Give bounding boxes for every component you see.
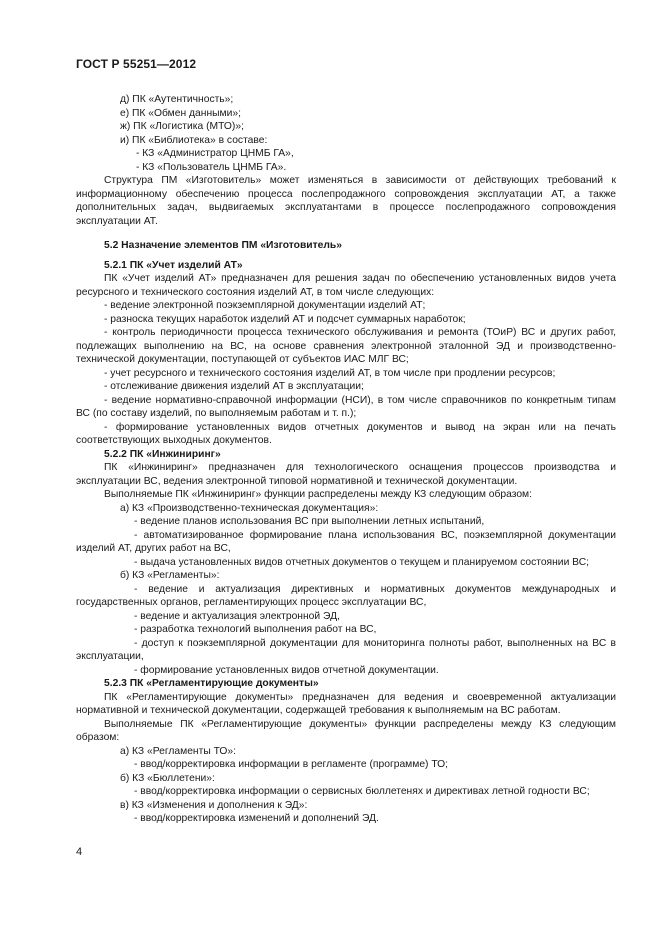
list-subitem: - ввод/корректировка изменений и дополнений ЭД.: [134, 813, 379, 824]
list-subitem: - ведение планов использования ВС при выполнении летных испытаний,: [134, 516, 485, 527]
list-item: в) КЗ «Изменения и дополнения к ЭД»:: [120, 799, 308, 811]
list-subitem: - ведение и актуализация электронной ЭД,: [134, 610, 340, 622]
list-subitem: - ввод/корректировка информации в регламенте (программе) ТО;: [134, 759, 449, 770]
list-item: - контроль периодичности процесса технического обслуживания и ремонта (ТОиР) ВС и других работ, подлежащих выполнению на ВС, на основе сравнения электронной эталонной ЭД и производственно-технической документации, поступающей от субъектов ИАС МЛГ ВС;: [76, 327, 616, 365]
list-item: б) КЗ «Регламенты»:: [120, 570, 220, 581]
subsection-heading: 5.2.2 ПК «Инжиниринг»: [104, 448, 221, 460]
paragraph: ПК «Учет изделий АТ» предназначен для решения задач по обеспечению установленных видов учета ресурсного и технического состояния изделий АТ, в том числе следующих:: [76, 273, 616, 298]
page-number: 4: [76, 846, 83, 858]
section-heading: 5.2 Назначение элементов ПМ «Изготовитель»: [104, 240, 342, 251]
list-subitem: - ведение и актуализация директивных и нормативных документов международных и государственных органов, регламентирующих процесс эксплуатации ВС,: [76, 583, 616, 608]
list-subitem: - КЗ «Администратор ЦНМБ ГА»,: [136, 148, 294, 159]
page-body: [76, 93, 616, 826]
paragraph: ПК «Инжиниринг» предназначен для технологического оснащения процессов производства и эксплуатации ВС, ведения электронной типовой нормативной и технической документации.: [76, 462, 616, 487]
list-subitem: - автоматизированное формирование плана использования ВС, поэкземплярной документации изделий АТ, других работ на ВС,: [76, 529, 616, 554]
list-item: - формирование установленных видов отчетных документов и вывод на экран или на печать соответствующих выходных документов.: [76, 421, 616, 446]
list-subitem: - формирование установленных видов отчетной документации.: [134, 664, 439, 676]
list-item: ж) ПК «Логистика (МТО)»;: [120, 121, 244, 132]
list-item: е) ПК «Обмен данными»;: [120, 107, 241, 119]
list-subitem: - выдача установленных видов отчетных документов о текущем и планируемом состоянии ВС;: [134, 556, 589, 568]
list-subitem: - доступ к поэкземплярной документации для мониторинга полноты работ, выполненных на ВС в эксплуатации,: [76, 637, 616, 662]
list-subitem: - ввод/корректировка информации о сервисных бюллетенях и директивах летной годности ВС;: [134, 786, 590, 797]
paragraph: Выполняемые ПК «Регламентирующие документы» функции распределены между КЗ следующим образом:: [76, 718, 616, 743]
subsection-heading: 5.2.3 ПК «Регламентирующие документы»: [104, 678, 319, 689]
list-item: - учет ресурсного и технического состояния изделий АТ, в том числе при продлении ресурсов;: [104, 367, 556, 379]
subsection-heading: 5.2.1 ПК «Учет изделий АТ»: [104, 259, 243, 271]
paragraph: Выполняемые ПК «Инжиниринг» функции распределены между КЗ следующим образом:: [104, 489, 532, 500]
list-item: - ведение электронной поэкземплярной документации изделий АТ;: [104, 300, 426, 311]
list-item: а) КЗ «Производственно-техническая документация»:: [120, 502, 379, 514]
list-item: б) КЗ «Бюллетени»:: [120, 772, 215, 784]
paragraph: ПК «Регламентирующие документы» предназначен для ведения и своевременной актуализации нормативной и технической документации, содержащей требования к выполняемым на ВС работам.: [76, 691, 616, 716]
list-item: и) ПК «Библиотека» в составе:: [120, 134, 268, 146]
list-item: д) ПК «Аутентичность»;: [120, 94, 234, 105]
list-item: а) КЗ «Регламенты ТО»:: [120, 745, 237, 757]
list-item: - отслеживание движения изделий АТ в эксплуатации;: [104, 381, 364, 392]
paragraph: Структура ПМ «Изготовитель» может изменяться в зависимости от действующих требований к информационному обеспечению процесса послепродажного сопровождения эксплуатации АТ, а также дополнительных задач, выдвигаемых эксплуатантами в процессе послепродажного сопровождения эксплуатации АТ.: [76, 175, 616, 227]
list-item: - разноска текущих наработок изделий АТ и подсчет суммарных наработок;: [104, 313, 466, 325]
list-subitem: - разработка технологий выполнения работ на ВС,: [134, 624, 377, 635]
list-subitem: - КЗ «Пользователь ЦНМБ ГА».: [136, 161, 287, 173]
list-item: - ведение нормативно-справочной информации (НСИ), в том числе справочников по конкретным типам ВС (по составу изделий, по выполняемым работам и т. п.);: [76, 394, 616, 419]
document-header: ГОСТ Р 55251—2012: [76, 57, 197, 71]
